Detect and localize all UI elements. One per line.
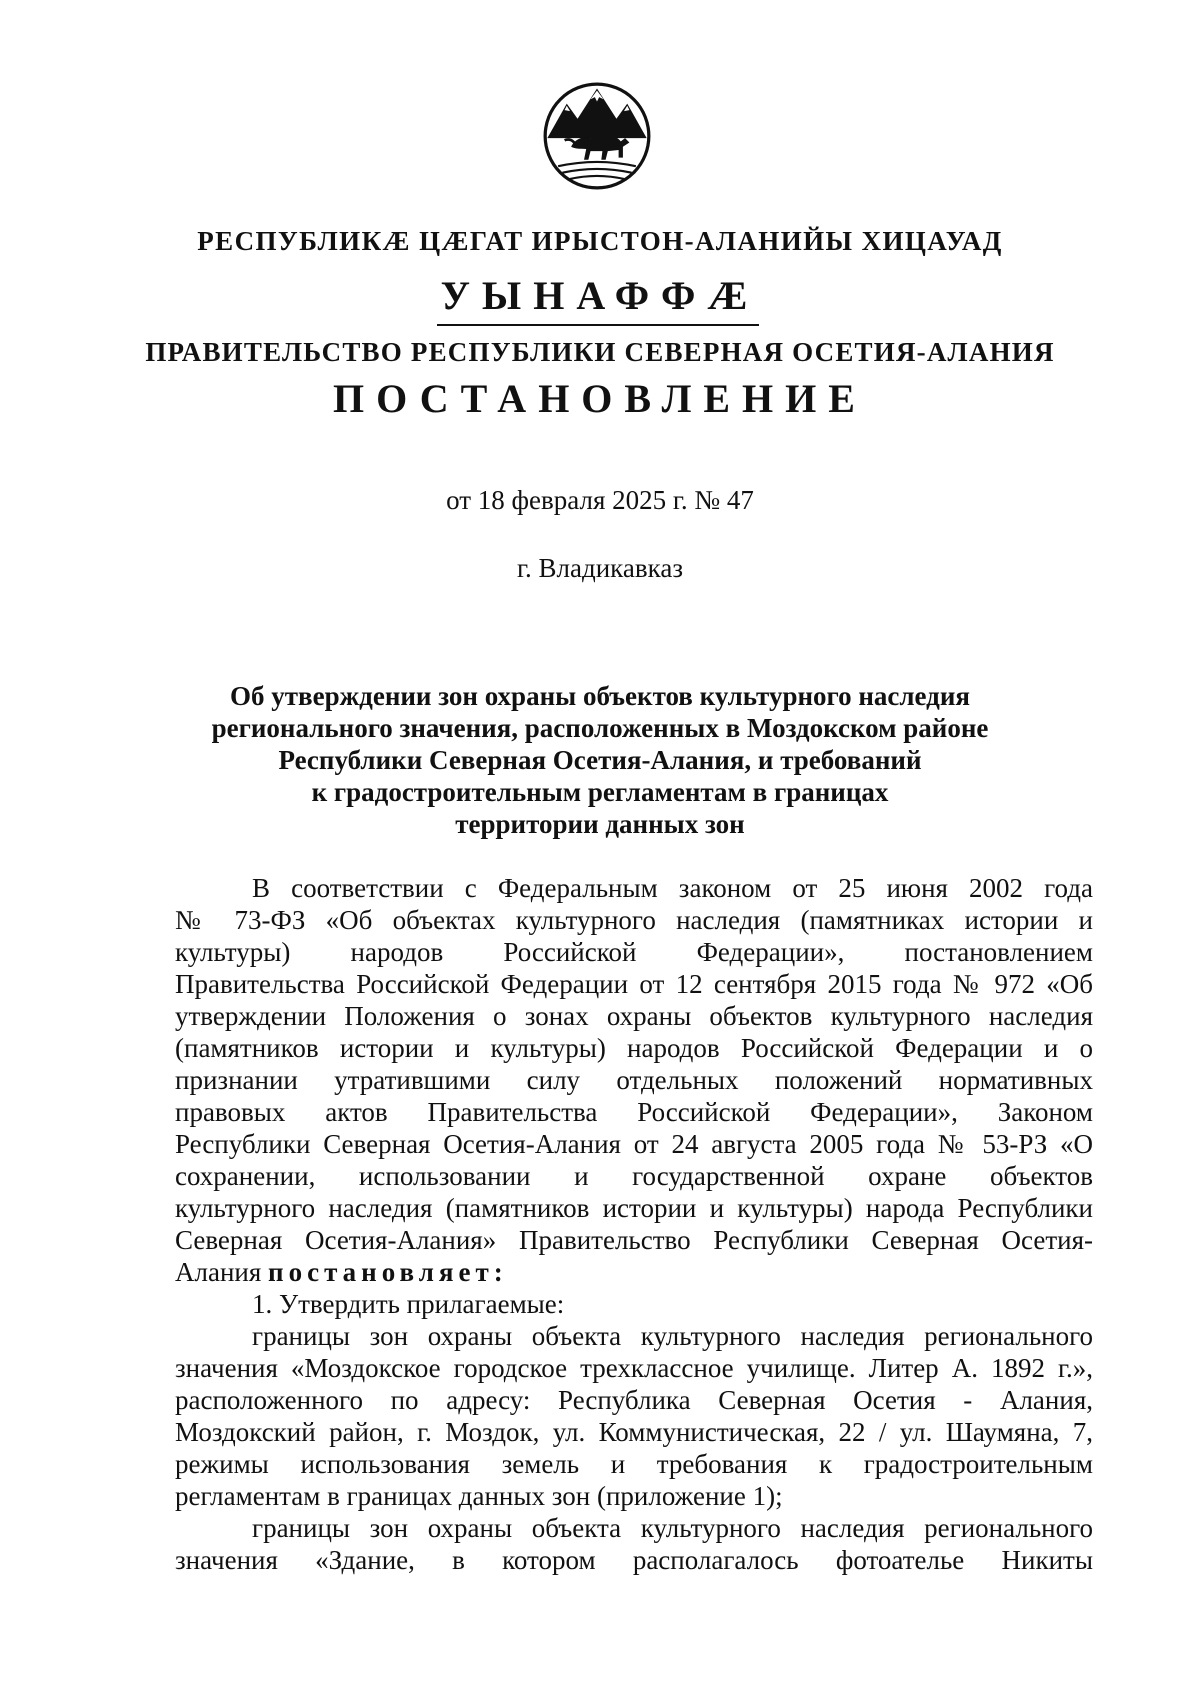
- document-title: [0, 680, 1200, 840]
- russian-document-type: ПОСТАНОВЛЕНИЕ: [333, 376, 867, 421]
- ossetian-document-type: УЫНАФФӔ: [440, 273, 760, 318]
- ossetian-government-name: РЕСПУБЛИКӔ ЦӔГАТ ИРЫСТОН-АЛАНИЙЫ ХИЦАУАД: [197, 226, 1003, 256]
- body-line: границы зон охраны объекта культурного наследия регионального: [252, 1321, 1093, 1351]
- body-line: границы зон охраны объекта культурного наследия регионального: [252, 1513, 1093, 1543]
- resolves-keyword: постановляет:: [268, 1257, 508, 1287]
- body-line: (памятников истории и культуры) народов Российской Федерации и о: [175, 1033, 1093, 1063]
- body-line: значения «Моздокское городское трехклассное училище. Литер А. 1892 г.»,: [175, 1353, 1093, 1383]
- document-city: г. Владикавказ: [517, 553, 683, 583]
- header-divider: [437, 324, 759, 326]
- title-line: территории данных зон: [455, 809, 745, 839]
- title-line: регионального значения, расположенных в Моздокском районе: [211, 713, 989, 743]
- body-line: сохранении, использовании и государственной охране объектов: [175, 1161, 1093, 1191]
- body-line: Моздокский район, г. Моздок, ул. Коммунистическая, 22 / ул. Шаумяна, 7,: [175, 1417, 1093, 1447]
- body-line: Республики Северная Осетия-Алания от 24 августа 2005 года № 53-РЗ «О: [175, 1129, 1093, 1159]
- body-line: регламентам в границах данных зон (приложение 1);: [175, 1481, 783, 1511]
- resolves-prefix: Алания: [175, 1257, 269, 1287]
- item-1: 1. Утвердить прилагаемые:: [252, 1289, 565, 1319]
- body-line: утверждении Положения о зонах охраны объектов культурного наследия: [175, 1001, 1093, 1031]
- body-line: режимы использования земель и требования к градостроительным: [175, 1449, 1093, 1479]
- body-line: Северная Осетия-Алания» Правительство Республики Северная Осетия-: [175, 1225, 1093, 1255]
- body-line: В соответствии с Федеральным законом от 25 июня 2002 года: [252, 873, 1093, 903]
- title-line: Республики Северная Осетия-Алания, и требований: [278, 745, 922, 775]
- russian-government-name: ПРАВИТЕЛЬСТВО РЕСПУБЛИКИ СЕВЕРНАЯ ОСЕТИЯ-АЛАНИЯ: [145, 337, 1055, 367]
- body-line: признании утратившими силу отдельных положений нормативных: [175, 1065, 1093, 1095]
- body-line: Правительства Российской Федерации от 12 сентября 2015 года № 972 «Об: [175, 969, 1093, 999]
- document-body: [175, 872, 1093, 1576]
- body-line: культуры) народов Российской Федерации», постановлением: [175, 937, 1093, 967]
- title-line: к градостроительным регламентам в границах: [311, 777, 889, 807]
- body-line: правовых актов Правительства Российской Федерации», Законом: [175, 1097, 1093, 1127]
- document-date-number: от 18 февраля 2025 г. № 47: [446, 485, 754, 515]
- body-line-resolves: [175, 1256, 1093, 1288]
- title-line: Об утверждении зон охраны объектов культурного наследия: [230, 681, 970, 711]
- body-line: значения «Здание, в котором располагалось фотоателье Никиты: [175, 1545, 1093, 1575]
- body-line: культурного наследия (памятников истории и культуры) народа Республики: [175, 1193, 1093, 1223]
- body-line: расположенного по адресу: Республика Северная Осетия - Алания,: [175, 1385, 1093, 1415]
- body-line: № 73-ФЗ «Об объектах культурного наследия (памятниках истории и: [175, 905, 1093, 935]
- coat-of-arms-emblem: [543, 82, 651, 190]
